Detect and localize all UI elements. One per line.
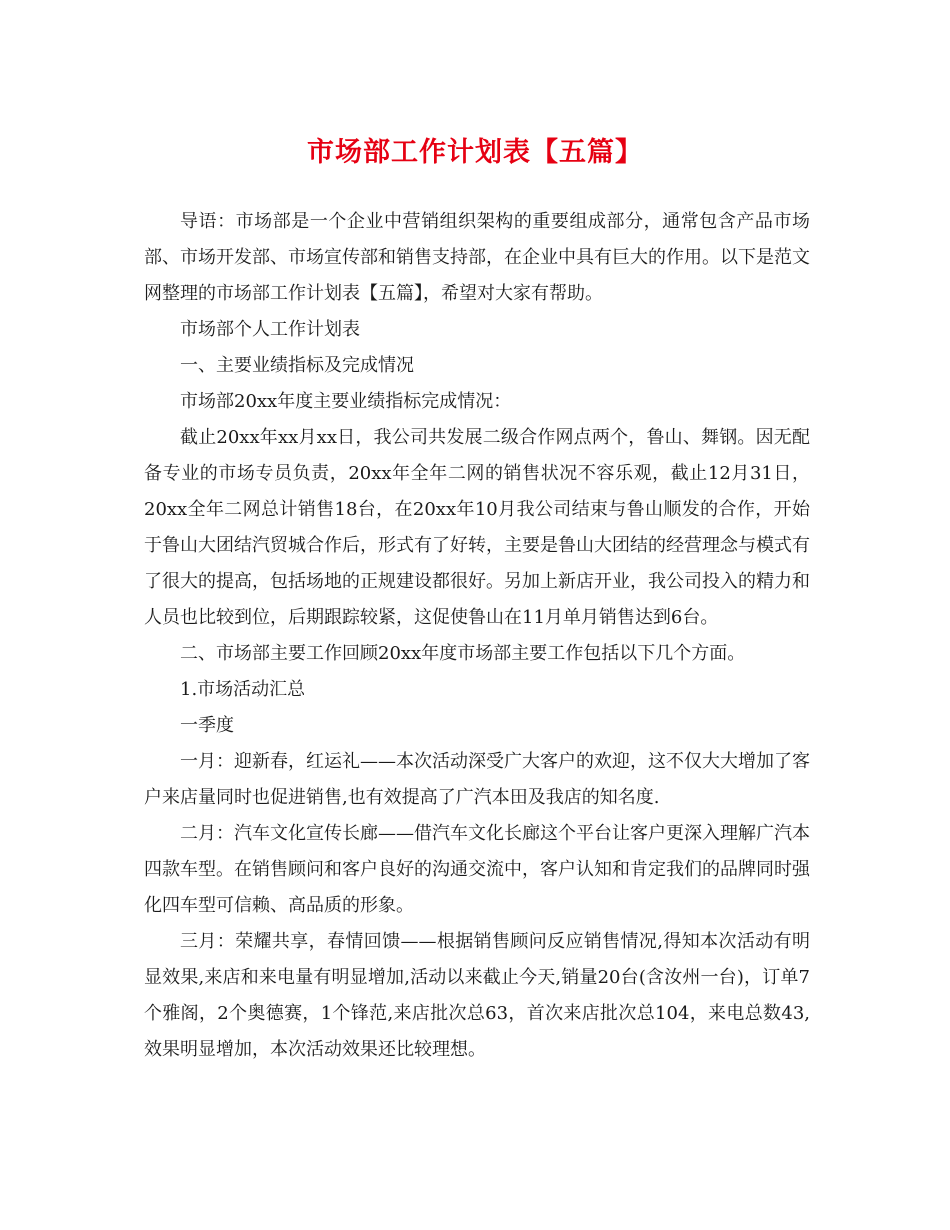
document-body — [144, 204, 810, 1068]
body-paragraph: 三月：荣耀共享，春情回馈——根据销售顾问反应销售情况,得知本次活动有明显效果,来店和来电量有明显增加,活动以来截止今天,销量20台(含汝州一台)，订单7个雅阁，2个奥德赛，1个锋范,来店批次总63，首次来店批次总104，来电总数43,效果明显增加，本次活动效果还比较理想。 — [144, 931, 810, 1060]
body-paragraph: 截止20xx年xx月xx日，我公司共发展二级合作网点两个，鲁山、舞钢。因无配备专业的市场专员负责，20xx年全年二网的销售状况不容乐观，截止12月31日，20xx全年二网总计销售18台，在20xx年10月我公司结束与鲁山顺发的合作，开始于鲁山大团结汽贸城合作后，形式有了好转，主要是鲁山大团结的经营理念与模式有了很大的提高，包括场地的正规建设都很好。另加上新店开业，我公司投入的精力和人员也比较到位，后期跟踪较紧，这促使鲁山在11月单月销售达到6台。 — [144, 427, 810, 628]
body-paragraph: 一月：迎新春，红运礼——本次活动深受广大客户的欢迎，这不仅大大增加了客户来店量同时也促进销售,也有效提高了广汽本田及我店的知名度. — [144, 751, 810, 808]
section-heading: 一季度 — [180, 715, 234, 736]
intro-paragraph: 导语：市场部是一个企业中营销组织架构的重要组成部分，通常包含产品市场部、市场开发部、市场宣传部和销售支持部，在企业中具有巨大的作用。以下是范文网整理的市场部工作计划表【五篇】，希望对大家有帮助。 — [144, 211, 810, 304]
section-heading: 一、主要业绩指标及完成情况 — [180, 355, 414, 376]
section-heading: 市场部个人工作计划表 — [180, 319, 360, 340]
section-heading: 二、市场部主要工作回顾20xx年度市场部主要工作包括以下几个方面。 — [180, 643, 746, 664]
document-title: 市场部工作计划表【五篇】 — [307, 137, 643, 168]
body-paragraph: 市场部20xx年度主要业绩指标完成情况： — [180, 391, 512, 412]
section-heading: 1.市场活动汇总 — [180, 679, 306, 700]
body-paragraph: 二月：汽车文化宣传长廊——借汽车文化长廊这个平台让客户更深入理解广汽本四款车型。在销售顾问和客户良好的沟通交流中，客户认知和肯定我们的品牌同时强化四车型可信赖、高品质的形象。 — [144, 823, 810, 916]
